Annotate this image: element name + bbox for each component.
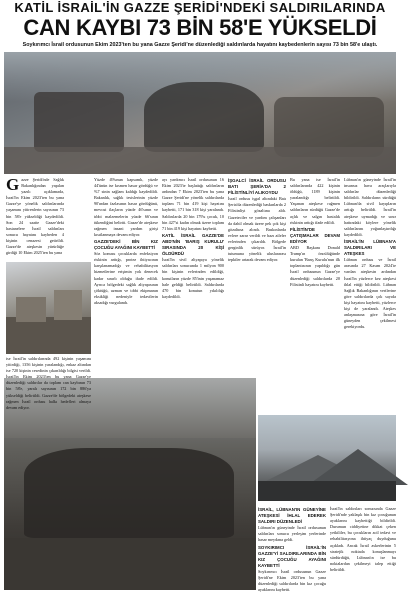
column-2-subheading: GAZZE'DEKİ BİN KIZ ÇOCUĞU AYAĞINI KAYBETTİ <box>94 238 158 251</box>
column-7-text: Lübnan'ın güneyinde İsrail ordusunun saldırıları sonucu yerleşim yerlerinde hasar meydana geldi. <box>258 525 326 543</box>
column-7-subheading: İSRAİL, LÜBNAN'IN GÜNEYİNE ATEŞKESİ İHLAL EDEREK SALDIRI DÜZENLEDİ <box>258 507 326 525</box>
column-5 <box>290 177 340 413</box>
column-2 <box>94 177 158 377</box>
column-2-text: Yüzde 49'unun kapsamlı, yüzde 44'ünün ise kısmen hasar gördüğü ve %7 sinin sağlam kaldığı kaydedildi. Bakanlık, sağlık tesislerinin yüzde 90'ından fazlasının hasar gördüğünü, mevcut ilaçların yüzde 46'sının ve tıbbi malzemelerin yüzde 66'sının tükendiğini belirtti. Gazze'de ateşkese rağmen insani yardım girişi kısıtlanmaya devam ediyor. <box>94 177 158 237</box>
summary: Soykırımcı İsrail ordusunun Ekim 2023'ten bu yana Gazze Şeridi'ne düzenlediği saldırılarda hayatını kaybedenlerin sayısı 73 bin 58'e ulaştı. <box>22 42 378 48</box>
top-photo <box>4 52 396 174</box>
column-5-text-b: ABD Başkanı Donald Trump'ın öncülüğünde kurulan 'Barış Kurulu'nun ilk toplantısının yapıldığı gün İsrail ordusunun Gazze'ye düzenlediği saldırılarda 20 Filistinli hayatını kaybetti. <box>290 245 340 287</box>
kicker: KATİL İSRAİL'İN GAZZE ŞERİDİ'NDEKİ SALDIRILARINDA <box>14 0 386 15</box>
column-7-text-b: Soykırımcı İsrail ordusunun Gazze Şeridi'ne Ekim 2023'ten bu yana düzenlediği saldırılarda bin kız çocuğu ayaklarını kaybetti. <box>258 568 326 593</box>
column-7 <box>258 506 326 593</box>
headline: CAN KAYBI 73 BİN 58'E YÜKSELDİ <box>23 15 377 40</box>
column-3-subheading: KATİL İSRAİL GAZZE'DE ABD'NİN 'BARIŞ KURULU' SIRASINDA 20 KİŞİ ÖLDÜRDÜ <box>162 232 224 257</box>
column-4 <box>228 177 286 413</box>
column-3 <box>162 177 224 377</box>
column-3-text-b: İsrail'in sivil altyapıya yönelik saldırıları sonucunda 1 milyon 900 bin kişinin evlerinden edildiği, konutların yüzde 85'inin yaşanamaz hale geldiği belirtildi. Saldırılarda 470 bin konutun yıkıldığı kaydedildi. <box>162 257 224 299</box>
column-2-text-b: Söz konusu çocuklarda enfeksiyon riskinin arttığı, protez ihtiyacının karşılanamadığı ve rehabilitasyon hizmetlerine erişimin yok denecek kadar sınırlı olduğu ifade edildi. Ayrıca bölgedeki sağlık altyapısının çöktüğü, uzman ve tıbbi ekipmanın eksikliği nedeniyle tedavilerin aksadığı vurgulandı. <box>94 251 158 305</box>
column-5-text: Bu yana ise İsrail'in saldırılarında 422 kişinin öldüğü, 1189 kişinin yaralandığı belirtildi. Yaşanan ateşkese rağmen saldırıların sürdüğü Gazze'de açlık ve salgın hastalık riskinin arttığı ifade edildi. <box>290 177 340 225</box>
column-1-rest <box>6 356 91 410</box>
column-1-rest-text: ise İsrail'in saldırılarında 492 kişinin yaşamını yitirdiği, 1356 kişinin yaralandığı, enkaz altından ise 720 kişinin cesedinin çıkarıldığı bilgisi verildi. İsrail'in Ekim 2023'ten bu yana Gazze'ye düzenlediği saldırılar da toplam can kaybının 73 bin 58'e, yaralı sayısının 172 bin 886'ya yükseldiği belirtildi. Gazze'de bölgedeki ateşkese rağmen İsrail ordusu halkı hedefleri almaya devam ediyor. <box>6 356 91 410</box>
column-6 <box>344 177 396 413</box>
mountain-photo <box>258 415 396 501</box>
column-1-lead-text: azze Şeridi'nde Sağlık Bakanlığından yapılan yazılı açıklamada, İsrail'in Ekim 2023'ten bu yana Gazze'ye yönelik saldırılarında yaşamını yitirenlerin sayısının 73 bin 58'e yükseldiği kaydedildi. Son 24 saatte Gazze'deki hastanelere İsrail saldırıları sonucu hayatını kaybeden 4 kişinin cenazesi getirildi. Gazze'de ateşkesin yürürlüğe girdiği 10 Ekim 2025'ten bu yana <box>6 177 64 256</box>
column-8-text: İsrail'in saldırıları sonucunda Gazze Şeridi'nde yaklaşık bin kız çocuğunun ayaklarını kaybettiği bildirildi. Durumun ciddiyetine dikkat çeken yetkililer, bu çocukların acil tedavi ve rehabilitasyona ihtiyaç duyduğunu açıkladı. <box>330 506 396 548</box>
drop-cap: G <box>6 175 20 194</box>
column-1-lead <box>6 177 64 261</box>
crowd-photo <box>4 378 256 590</box>
column-4-subheading: İŞGALCİ İSRAİL ORDUSU BATI ŞERİA'DA 2 FİLİSTİNLİYİ ALIKOYDU <box>228 178 286 196</box>
column-6-subheading: İSRAİL'İN LÜBNAN'A SALDIRILARI VE ATEŞKES <box>344 238 396 257</box>
column-8 <box>330 506 396 590</box>
column-3-text: ayı yardımcı İsrail ordusunun 16 Ekim 2023'te başlattığı saldırıların ardından 7 Ekim 2023'ten bu yana Gazze Şeridi'ne yönelik saldırılarda toplam 71 bin 419 kişi hayatını kaybetti, 171 bin 318 kişi yaralandı. Saldırılarda 20 bin 179'u çocuk, 10 bin 427'si kadın olmak üzere toplam 71 bin 419 kişi hayatını kaybetti. <box>162 177 224 231</box>
column-7-subheading-b: SOYKIRIMCI İSRAİL'İN GAZZE'Yİ SALDIRILARINDA BİN KIZ ÇOCUĞU AYAĞINI KAYBETTİ <box>258 544 326 568</box>
rubble-photo <box>6 262 91 354</box>
column-6-text-b: Lübnan ordusu ve İsrail arasında 27 Kasım 2024'te varılan ateşkesin ardından İsrail'in yüzlerce kez ateşkesi ihlal ettiği bildirildi. Lübnan Sağlık Bakanlığının verilerine göre saldırılarda çok sayıda kişi hayatını kaybetti, yüzlerce kişi de yaralandı. Ateşkes anlaşmasına göre İsrail'in güneyden çekilmesi gerekiyordu. <box>344 257 396 330</box>
column-6-text: Lübnan'ın güneyinde İsrail'in insansız hava araçlarıyla saldırılar düzenlediği bildirildi. Saldırıların sürdüğü Lübnan'da sivil kayıpların arttığı belirtildi. İsrail'in ateşkese uymadığı ve sınır hattındaki köylere yönelik saldırılarını yoğunlaştırdığı kaydedildi. <box>344 177 396 237</box>
column-4-text: İsrail ordusu işgal altındaki Batı Şeria'da düzenlediği baskınlarda 2 Filistinliyi gözaltına aldı. Gazeteciler ve yardım çalışanları da dahil olmak üzere pek çok kişi gözaltına alındı. Baskınlarda evlere zarar verildi ve bazı aileler evlerinden çıkarıldı. Bölgede gerginlik sürüyor. İsrail'in tutumuna yönelik uluslararası tepkiler artarak devam ediyor. <box>228 196 286 263</box>
column-5-subheading: FİLİSTİN'DE ÇATIŞMALAR DEVAM EDİYOR <box>290 226 340 244</box>
column-8-text-b: Ancak İsrail askerlerinin 5 stratejik noktada konuşlanmayı sürdürdüğü, Lübnan'ın ise bu noktalardan çekilmeyi talep ettiği belirtildi. <box>330 542 396 572</box>
